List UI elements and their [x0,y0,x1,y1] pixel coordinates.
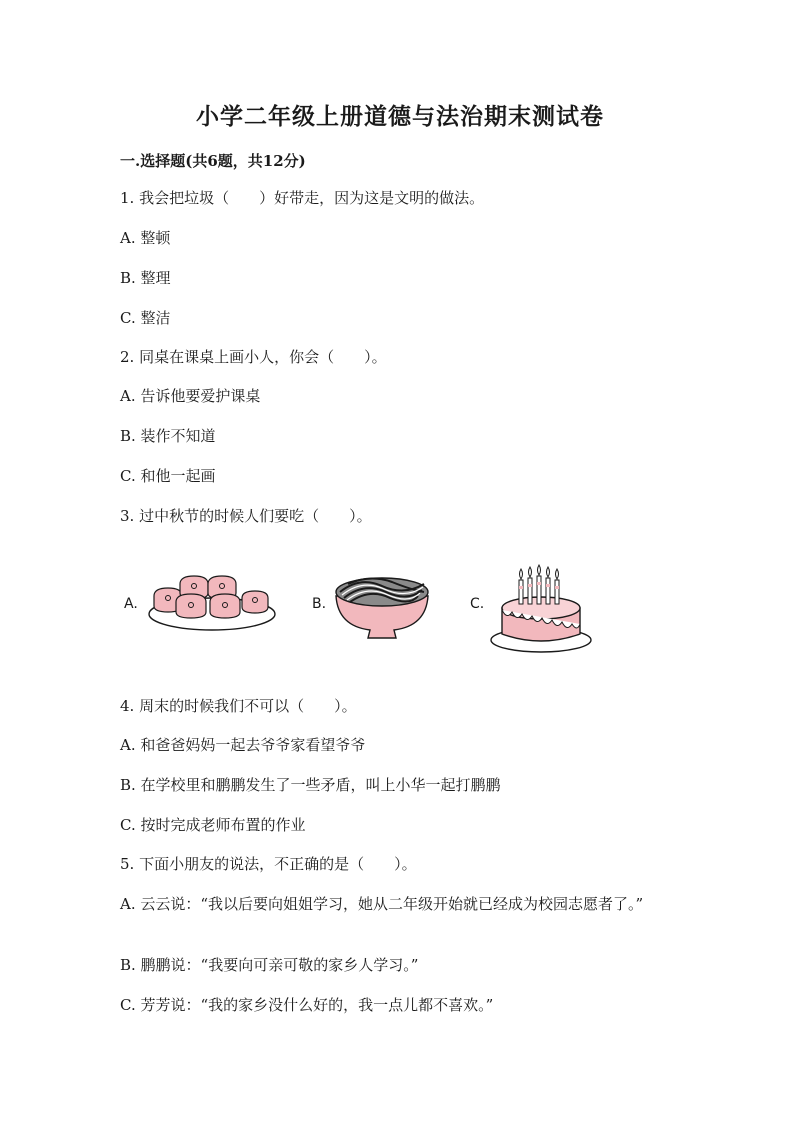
mooncakes-icon [146,568,278,636]
question-2-option-a: A. 告诉他要爱护课桌 [120,387,261,405]
question-5-option-b: B. 鹏鹏说：“我要向可亲可敬的家乡人学习。” [120,956,419,974]
question-4-stem: 4. 周末的时候我们不可以（ ）。 [120,697,357,715]
section-heading: 一.选择题(共6题，共12分) [120,152,306,170]
question-3-pictures [120,560,600,660]
question-5-stem: 5. 下面小朋友的说法，不正确的是（ ）。 [120,855,417,873]
question-5-option-a: A. 云云说：“我以后要向姐姐学习，她从二年级开始就已经成为校园志愿者了。” [120,895,644,913]
question-3-label-a: A. [124,596,138,612]
page-title: 小学二年级上册道德与法治期末测试卷 [196,103,604,130]
question-4-option-c: C. 按时完成老师布置的作业 [120,816,306,834]
birthday-cake-icon [488,560,594,658]
question-3-label-c: C. [470,596,485,612]
question-1-option-b: B. 整理 [120,269,171,287]
question-4-option-b: B. 在学校里和鹏鹏发生了一些矛盾，叫上小华一起打鹏鹏 [120,776,501,794]
question-3-label-b: B. [312,596,327,612]
question-2-option-b: B. 装作不知道 [120,427,216,445]
question-2-stem: 2. 同桌在课桌上画小人，你会（ ）。 [120,348,387,366]
question-3-stem: 3. 过中秋节的时候人们要吃（ ）。 [120,507,372,525]
question-1-option-a: A. 整顿 [120,229,171,247]
question-5-option-c: C. 芳芳说：“我的家乡没什么好的，我一点儿都不喜欢。” [120,996,494,1014]
question-1-option-c: C. 整洁 [120,309,171,327]
question-1-stem: 1. 我会把垃圾（ ）好带走，因为这是文明的做法。 [120,189,485,207]
question-4-option-a: A. 和爸爸妈妈一起去爷爷家看望爷爷 [120,736,366,754]
question-2-option-c: C. 和他一起画 [120,467,216,485]
noodles-bowl-icon [330,566,434,640]
